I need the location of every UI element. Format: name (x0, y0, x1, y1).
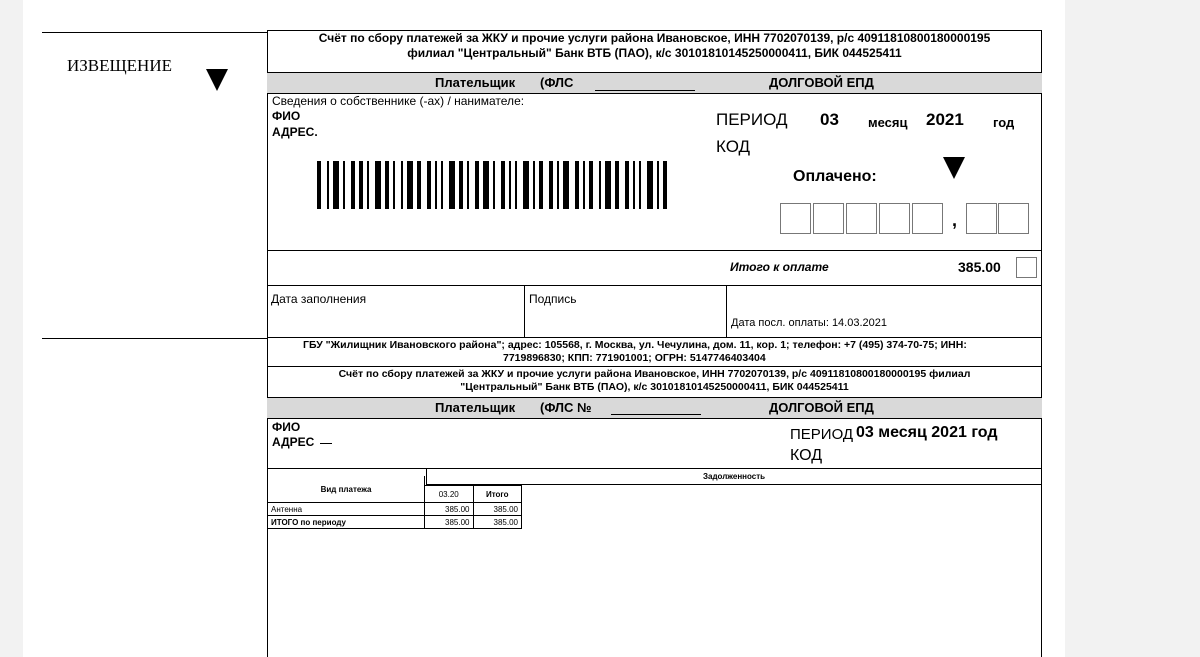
barcode-bar (575, 161, 579, 209)
barcode-bar (435, 161, 437, 209)
month-value-cell: 385.00 (425, 516, 474, 529)
barcode-bar (375, 161, 381, 209)
org-line2: 7719896830; КПП: 771901001; ОГРН: 5147746403404 (503, 352, 766, 364)
barcode-bar (557, 161, 559, 209)
top-address-label: АДРЕС. (272, 125, 318, 139)
debt-table-header-row (268, 476, 522, 486)
bottom-epd-label: ДОЛГОВОЙ ЕПД (769, 400, 874, 415)
payment-type-header: Вид платежа (268, 476, 425, 503)
payment-name-cell: ИТОГО по периоду (268, 516, 425, 529)
barcode-bar (483, 161, 489, 209)
paid-label: Оплачено: (793, 168, 877, 185)
blank-header-cell (425, 476, 522, 486)
barcode-bar (317, 161, 321, 209)
barcode-bar (393, 161, 395, 209)
barcode-bar (515, 161, 517, 209)
signature-row-top-border (267, 285, 1042, 286)
barcode-bar (343, 161, 345, 209)
barcode-bar (493, 161, 495, 209)
separator-mid-left (42, 338, 268, 339)
top-epd-label: ДОЛГОВОЙ ЕПД (769, 75, 874, 90)
barcode-bar (367, 161, 369, 209)
barcode-bar (449, 161, 455, 209)
fill-date-label: Дата заполнения (271, 292, 367, 306)
barcode-bar (501, 161, 505, 209)
barcode-bar (359, 161, 363, 209)
barcode-bar (549, 161, 553, 209)
barcode-bar (625, 161, 629, 209)
bottom-payer-label: Плательщик (435, 400, 516, 415)
barcode-bar (441, 161, 443, 209)
signature-divider-1 (524, 285, 525, 337)
month-value-cell: 385.00 (425, 503, 474, 516)
bottom-address-label: АДРЕС (272, 435, 315, 449)
top-month-word: месяц (868, 115, 908, 130)
barcode-bar (407, 161, 413, 209)
barcode-bar (647, 161, 653, 209)
paid-comma: , (952, 210, 958, 230)
paid-digit-box[interactable] (846, 203, 877, 234)
bottom-fls-label: (ФЛС № (540, 400, 592, 415)
barcode-bar (385, 161, 389, 209)
bottom-header-top-border (267, 366, 1042, 367)
bottom-fio-label: ФИО (272, 420, 301, 434)
bottom-header-line2: "Центральный" Банк ВТБ (ПАО), к/с 30101810145250000411, БИК 044525411 (460, 381, 849, 393)
paid-cents-box[interactable] (966, 203, 997, 234)
top-year-word: год (993, 115, 1015, 130)
table-row (268, 516, 522, 529)
total-row-top-border (267, 250, 1042, 251)
barcode-bar (401, 161, 403, 209)
top-fio-label: ФИО (272, 109, 301, 123)
total-label: Итого к оплате (730, 260, 829, 274)
barcode-bar (599, 161, 601, 209)
owner-info-label: Сведения о собственнике (-ах) / нанимателе: (272, 94, 525, 108)
address-redaction-underline (320, 443, 332, 444)
separator-top-left (42, 32, 268, 33)
barcode-bar (539, 161, 543, 209)
barcode (317, 161, 673, 209)
barcode-bar (467, 161, 469, 209)
barcode-bar (417, 161, 421, 209)
paid-digit-box[interactable] (813, 203, 844, 234)
total-value: 385.00 (958, 259, 1001, 275)
epd-document-page (23, 0, 1065, 657)
table-row (268, 503, 522, 516)
barcode-bar (351, 161, 355, 209)
total-col-header: Итого (473, 486, 522, 503)
signature-divider-2 (726, 285, 727, 337)
barcode-bar (533, 161, 535, 209)
barcode-bar (333, 161, 339, 209)
fls-redaction-underline (595, 90, 695, 91)
barcode-bar (615, 161, 619, 209)
barcode-bar (327, 161, 329, 209)
total-value-cell: 385.00 (473, 503, 522, 516)
total-value-cell: 385.00 (473, 516, 522, 529)
top-code-label: КОД (716, 137, 751, 156)
bottom-code-label: КОД (790, 447, 823, 464)
top-header-line1: Счёт по сбору платежей за ЖКУ и прочие услуги района Ивановское, ИНН 7702070139, р/с 40911810800180000195 (318, 31, 991, 45)
arrow-down-icon (943, 157, 965, 179)
notice-label: ИЗВЕЩЕНИЕ (67, 56, 172, 75)
paid-cents-box[interactable] (998, 203, 1029, 234)
org-top-border (267, 337, 1042, 338)
debt-table (268, 476, 522, 529)
debt-table-top-border (267, 468, 1042, 469)
bottom-header-line1: Счёт по сбору платежей за ЖКУ и прочие услуги района Ивановское, ИНН 7702070139, р/с 40911810800180000195 филиал (338, 368, 971, 380)
bottom-period-value: 03 месяц 2021 год (856, 424, 998, 441)
barcode-bar (663, 161, 667, 209)
total-checkbox[interactable] (1016, 257, 1037, 278)
top-payer-label: Плательщик (435, 75, 516, 90)
barcode-bar (639, 161, 641, 209)
form-left-border (267, 30, 268, 657)
fls-redaction-underline (611, 414, 701, 415)
barcode-bar (605, 161, 611, 209)
barcode-bar (657, 161, 659, 209)
top-period-month: 03 (820, 110, 839, 129)
barcode-bar (475, 161, 479, 209)
barcode-bar (633, 161, 635, 209)
barcode-bar (523, 161, 529, 209)
org-line1: ГБУ "Жилищник Ивановского района"; адрес: 105568, г. Москва, ул. Чечулина, дом. 11, кор. 1; телефон: +7 (495) 374-70-75; ИНН: (303, 339, 967, 351)
arrow-down-icon (206, 69, 228, 91)
top-period-year: 2021 (926, 110, 964, 129)
barcode-bar (583, 161, 585, 209)
barcode-bar (427, 161, 431, 209)
last-payment-date: Дата посл. оплаты: 14.03.2021 (731, 317, 887, 329)
paid-digit-box[interactable] (780, 203, 811, 234)
debt-header: Задолженность (703, 472, 766, 481)
month-col-header: 03.20 (425, 486, 474, 503)
top-period-label: ПЕРИОД (716, 110, 788, 129)
paid-digit-box[interactable] (879, 203, 910, 234)
form-right-border (1041, 30, 1042, 657)
barcode-bar (459, 161, 463, 209)
barcode-bar (589, 161, 593, 209)
bottom-period-label: ПЕРИОД (790, 426, 854, 443)
barcode-bar (563, 161, 569, 209)
signature-label: Подпись (529, 292, 577, 306)
top-fls-label: (ФЛС (540, 75, 574, 90)
bottom-payer-bar (267, 397, 1042, 419)
top-header-line2: филиал "Центральный" Банк ВТБ (ПАО), к/с 30101810145250000411, БИК 044525411 (407, 46, 902, 60)
paid-digit-box[interactable] (912, 203, 943, 234)
payment-name-cell: Антенна (268, 503, 425, 516)
barcode-bar (509, 161, 511, 209)
